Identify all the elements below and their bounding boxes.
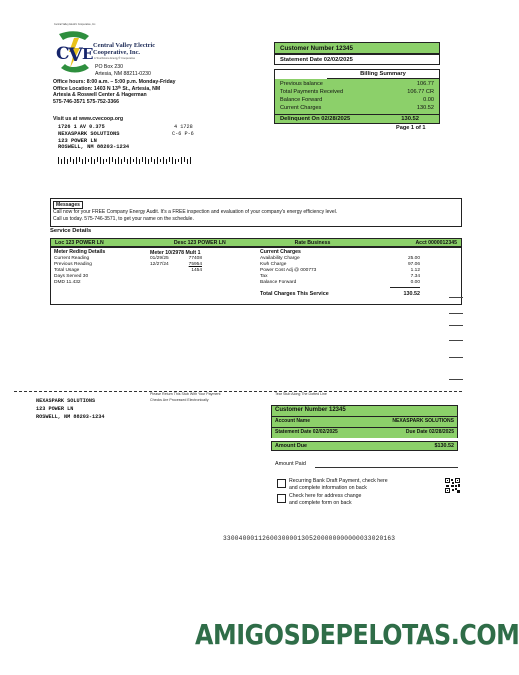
mailing-city: ROSWELL, NM 88203-1234 — [58, 144, 130, 151]
bank-draft-line2: and complete information on back — [289, 485, 367, 492]
charge-row: Tax 7.34 — [260, 273, 420, 279]
messages-line1: Call now for your FREE Company Energy Audit. It's a FREE inspection and evaluation of your company's energy efficiency level. — [53, 209, 338, 216]
margin-mark — [449, 357, 463, 358]
charge-row: Availability Charge 25.00 — [260, 255, 420, 261]
statement-date-text: Statement Date 02/02/2025 — [280, 57, 353, 63]
remit-address — [36, 398, 105, 421]
messages-box — [50, 198, 462, 227]
office-hours: Office hours: 8:00 a.m. – 5:00 p.m. Monday-Friday — [53, 79, 176, 85]
bank-draft-text — [289, 478, 388, 493]
billing-row: Total Payments Received 106.77 CR — [280, 89, 434, 95]
service-acct: Acct 0000012345 — [415, 240, 457, 246]
meter-details-title: Meter Reding Details — [54, 249, 106, 255]
company-logo — [55, 28, 93, 78]
remit-info-box — [271, 405, 458, 438]
watermark: AMIGOSDEPELOTAS.COM — [195, 618, 519, 651]
messages-line2: Call us today. 575-746-3571, to get your name on the schedule. — [53, 215, 194, 222]
remit-name: NEXASPARK SOLUTIONS — [36, 398, 96, 404]
return-note: Please Return This Stub With Your Payment — [150, 392, 221, 396]
remit-statement-date: Statement Date 02/02/2025 — [275, 429, 338, 435]
remit-account-row — [272, 416, 457, 427]
office-location: Office Location: 1403 N 13ᵗʰ St., Artesia, NM — [53, 85, 161, 92]
service-location-bar — [50, 238, 462, 247]
billing-row: Balance Forward 0.00 — [280, 97, 434, 103]
total-charges-value: 130.52 — [403, 291, 420, 297]
current-charges — [260, 250, 420, 285]
charge-row: Kwh Charge 97.06 — [260, 261, 420, 267]
account-name-value: NEXASPARK SOLUTIONS — [392, 418, 454, 424]
bank-draft-line1: Recurring Bank Draft Payment, check here — [289, 478, 388, 484]
company-contact — [53, 79, 233, 105]
meter-date: 12/27/24 — [150, 261, 169, 267]
meter-dates — [150, 256, 169, 268]
cve-logo-graphic — [55, 28, 93, 78]
page-number: Page 1 of 1 — [396, 125, 426, 131]
logo-small-text: Central Valley Electric Cooperative, Inc. — [54, 23, 96, 26]
charge-row: Balance Forward 0.00 — [260, 279, 420, 285]
logo-tagline: A Touchstone Energy® Cooperative — [94, 57, 136, 60]
messages-title: Messages — [53, 201, 83, 209]
mailing-code-right-1: 4 1728 — [174, 124, 193, 130]
billing-summary-rows — [275, 79, 439, 114]
amount-paid-field[interactable] — [315, 467, 458, 468]
margin-mark — [449, 325, 463, 326]
company-po-box: PO Box 230 — [95, 64, 123, 70]
bank-draft-checkbox[interactable] — [277, 479, 286, 488]
amount-due-label: Amount Due — [275, 443, 308, 449]
delinquent-value: 130.52 — [401, 116, 419, 122]
charges-divider — [390, 287, 420, 288]
mailing-street: 123 POWER LN — [58, 137, 97, 144]
billing-row: Previous balance 106.77 — [280, 81, 434, 87]
address-change-text — [289, 493, 361, 508]
service-details-title: Service Details — [50, 228, 92, 234]
statement-date-header — [274, 54, 440, 65]
service-desc: Desc 123 POWER LN — [173, 240, 226, 246]
company-name — [93, 42, 155, 56]
remit-customer-number: Customer Number 12345 — [272, 406, 457, 416]
customer-number-text: Customer Number 12345 — [280, 45, 353, 52]
address-change-line1: Check here for address change — [289, 493, 362, 499]
tear-line — [14, 391, 462, 392]
address-change-checkbox[interactable] — [277, 494, 286, 503]
amount-due-row — [271, 441, 458, 451]
qr-code-graphic — [445, 478, 460, 493]
margin-mark — [449, 297, 463, 298]
qr-code — [445, 478, 460, 493]
amount-paid-label: Amount Paid — [275, 461, 306, 467]
svg-text:V: V — [68, 44, 83, 66]
meter-value: 77408 — [188, 256, 202, 261]
remit-dates-row — [272, 427, 457, 438]
amount-due-value: $130.52 — [434, 443, 454, 449]
delinquent-label: Delinquent On 02/28/2025 — [280, 116, 351, 122]
tear-note: Tear Stub Along The Dotted Line — [275, 392, 327, 396]
office-centers: Artesia & Roswell Center & Hagerman — [53, 92, 147, 99]
mailing-name: NEXASPARK SOLUTIONS — [58, 131, 120, 137]
billing-summary — [274, 69, 440, 124]
company-city: Artesia, NM 88211-0230 — [95, 70, 151, 77]
office-phones: 575-746-3571 575-752-3366 — [53, 98, 120, 105]
service-loc: Loc 123 POWER LN — [55, 240, 104, 246]
meter-label: Previous Reading — [54, 261, 92, 267]
billing-row: Current Charges 130.52 — [280, 105, 434, 111]
postal-barcode-graphic — [58, 157, 198, 164]
company-website[interactable]: Visit us at www.cvecoop.org — [53, 116, 124, 122]
svg-text:E: E — [82, 45, 94, 63]
total-charges-label: Total Charges This Service — [260, 291, 329, 297]
meter-label: Total Usage — [54, 267, 80, 273]
meter-label: DMD 11.432 — [54, 279, 81, 285]
total-charges-row — [260, 291, 420, 297]
current-charges-title: Current Charges — [260, 249, 301, 255]
company-name-line1: Central Valley Electric — [93, 42, 156, 49]
account-name-label: Account Name — [275, 418, 311, 424]
customer-number-header — [274, 42, 440, 54]
mailing-code-right-2: C-6 P-6 — [172, 131, 194, 137]
address-change-line2: and complete form on back — [289, 500, 352, 507]
mailing-address — [58, 131, 129, 151]
meter-head: Meter 10/2978 Mult 1 — [150, 250, 201, 256]
svg-text:C: C — [56, 44, 70, 64]
service-rate: Rate Business — [294, 240, 331, 246]
meter-date: 01/29/25 — [150, 256, 169, 261]
meter-label: Days Served 30 — [54, 273, 89, 279]
company-name-line2: Cooperative, Inc. — [93, 49, 141, 56]
scan-line: 33004000112600300001305200000000000033020163 — [223, 535, 396, 542]
margin-mark — [449, 379, 463, 380]
remit-due-date: Due Date 02/28/2025 — [405, 429, 454, 435]
postal-barcode — [58, 157, 198, 164]
remit-city: ROSWELL, NM 88203-1234 — [36, 413, 105, 420]
delinquent-row — [275, 114, 439, 123]
remit-street: 123 POWER LN — [36, 405, 74, 412]
margin-mark — [449, 340, 463, 341]
margin-mark — [449, 313, 463, 314]
charge-row: Power Cost Adj @ 000773 1.12 — [260, 267, 420, 273]
company-address — [95, 64, 151, 77]
mailing-code-left: 1726 1 AV 0.375 — [58, 124, 105, 130]
checks-note: Checks Are Processed Electronically — [150, 398, 209, 402]
meter-values — [186, 256, 202, 274]
meter-value: 1454 — [191, 267, 202, 273]
meter-details — [54, 250, 105, 285]
meter-label: Current Reading — [54, 255, 90, 261]
meter-value: 75954 — [188, 261, 202, 267]
billing-summary-title: Billing Summary — [327, 70, 439, 79]
